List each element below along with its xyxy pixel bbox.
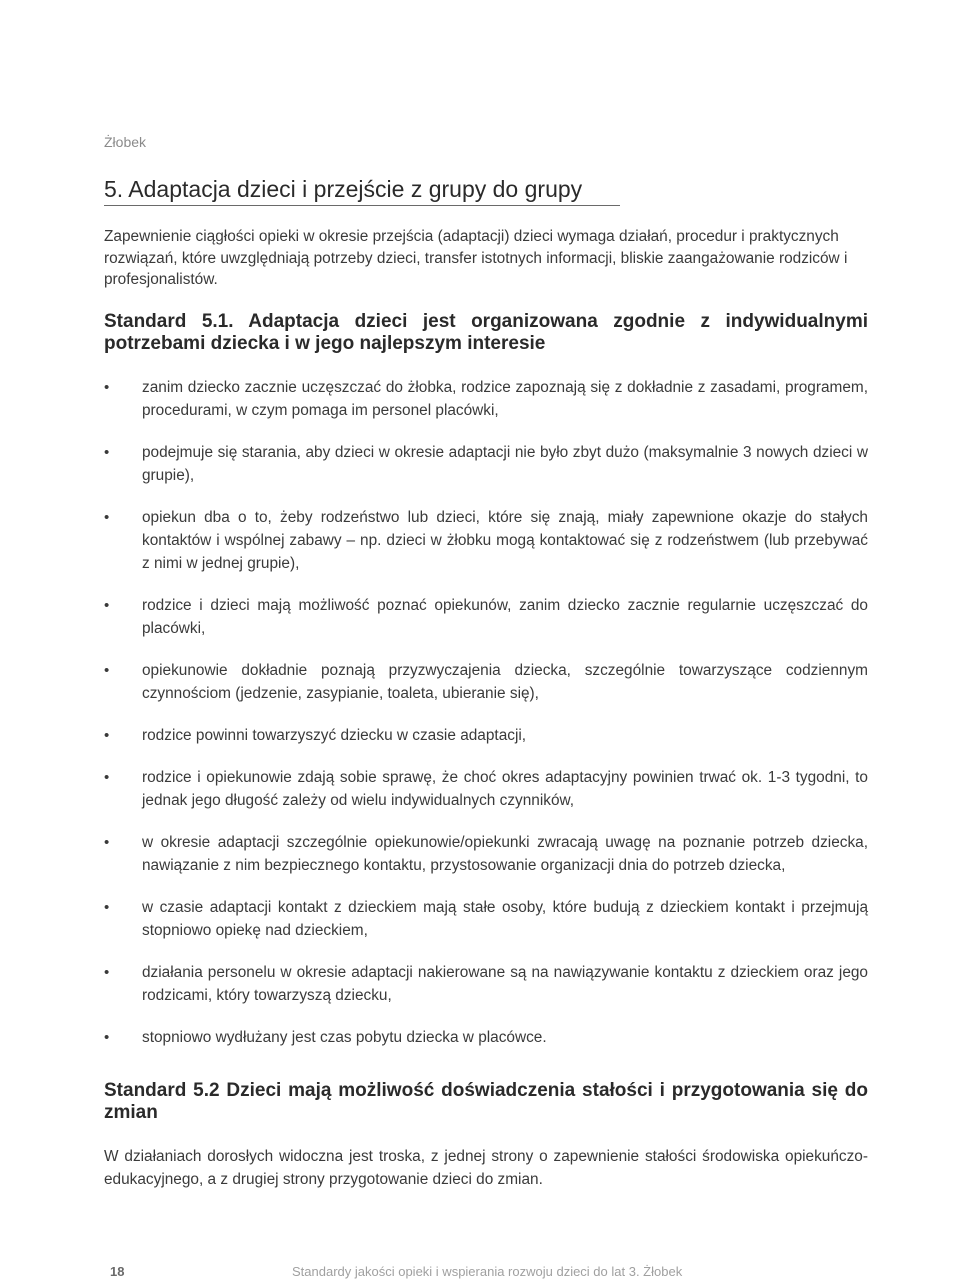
list-item [104,594,868,640]
footer-publication-title: Standardy jakości opieki i wspierania rozwoju dzieci do lat 3. Żłobek [292,1264,683,1279]
bullet-icon: • [104,899,110,916]
bullet-icon: • [104,662,110,679]
list-item [104,961,868,1007]
bullet-icon: • [104,597,110,614]
list-item-text: opiekunowie dokładnie poznają przyzwyczajenia dziecka, szczególnie towarzyszące codziennym czynnościom (jedzenie, zasypianie, toaleta, ubieranie się), [142,662,868,702]
list-item [104,1026,868,1049]
list-item [104,506,868,575]
list-item [104,659,868,705]
bullet-icon: • [104,379,110,396]
list-item-text: w czasie adaptacji kontakt z dzieckiem mają stałe osoby, które budują z dzieckiem kontakt i przejmują stopniowo opiekę nad dzieckiem, [142,899,868,939]
list-item-text: stopniowo wydłużany jest czas pobytu dziecka w placówce. [142,1029,547,1046]
list-item [104,831,868,877]
standard-5-1-heading: Standard 5.1. Adaptacja dzieci jest organizowana zgodnie z indywidualnymi potrzebami dziecka i w jego najlepszym interesie [104,311,868,354]
bullet-icon: • [104,509,110,526]
list-item-text: rodzice powinni towarzyszyć dziecku w czasie adaptacji, [142,727,527,744]
page-header-label: Żłobek [104,134,147,150]
list-item-text: podejmuje się starania, aby dzieci w okresie adaptacji nie było zbyt dużo (maksymalnie 3 nowych dzieci w grupie), [142,444,868,484]
standard-5-1-bullet-list [104,376,868,1068]
intro-paragraph: Zapewnienie ciągłości opieki w okresie przejścia (adaptacji) dzieci wymaga działań, procedur i praktycznych rozwiązań, które uwzględniają potrzeby dzieci, transfer istotnych informacji, bliskie zaangażowanie rodziców i profesjonalistów. [104,228,848,288]
list-item [104,724,868,747]
bullet-icon: • [104,769,110,786]
list-item [104,896,868,942]
bullet-icon: • [104,727,110,744]
list-item [104,766,868,812]
standard-5-2-heading: Standard 5.2 Dzieci mają możliwość doświadczenia stałości i przygotowania się do zmian [104,1080,868,1123]
list-item-text: zanim dziecko zacznie uczęszczać do żłobka, rodzice zapoznają się z dokładnie z zasadami, programem, procedurami, w czym pomaga im personel placówki, [142,379,868,419]
list-item-text: rodzice i dzieci mają możliwość poznać opiekunów, zanim dziecko zacznie regularnie uczęszczać do placówki, [142,597,868,637]
bullet-icon: • [104,444,110,461]
list-item-text: w okresie adaptacji szczególnie opiekunowie/opiekunki zwracają uwagę na poznanie potrzeb dziecka, nawiązanie z nim bezpiecznego kontaktu, przystosowanie organizacji dnia do potrzeb dziecka, [142,834,868,874]
list-item [104,376,868,422]
bullet-icon: • [104,964,110,981]
footer-page-number: 18 [110,1264,125,1279]
list-item-text: działania personelu w okresie adaptacji nakierowane są na nawiązywanie kontaktu z dzieckiem oraz jego rodzicami, który towarzyszą dziecku, [142,964,868,1004]
standard-5-2-paragraph: W działaniach dorosłych widoczna jest troska, z jednej strony o zapewnienie stałości środowiska opiekuńczo- edukacyjnego, a z drugiej strony przygotowanie dzieci do zmian. [104,1148,868,1188]
section-title: 5. Adaptacja dzieci i przejście z grupy do grupy [104,176,620,206]
list-item [104,441,868,487]
bullet-icon: • [104,1029,110,1046]
list-item-text: rodzice i opiekunowie zdają sobie sprawę, że choć okres adaptacyjny powinien trwać ok. 1-3 tygodni, to jednak jego długość zależy od wielu indywidualnych czynników, [142,769,868,809]
bullet-icon: • [104,834,110,851]
list-item-text: opiekun dba o to, żeby rodzeństwo lub dzieci, które się znają, miały zapewnione okazje do stałych kontaktów i wspólnej zabawy – np. dzieci w żłobku mogą kontaktować się z rodzeństwem (lub przebywać z nimi w jednej grupie), [142,509,868,572]
